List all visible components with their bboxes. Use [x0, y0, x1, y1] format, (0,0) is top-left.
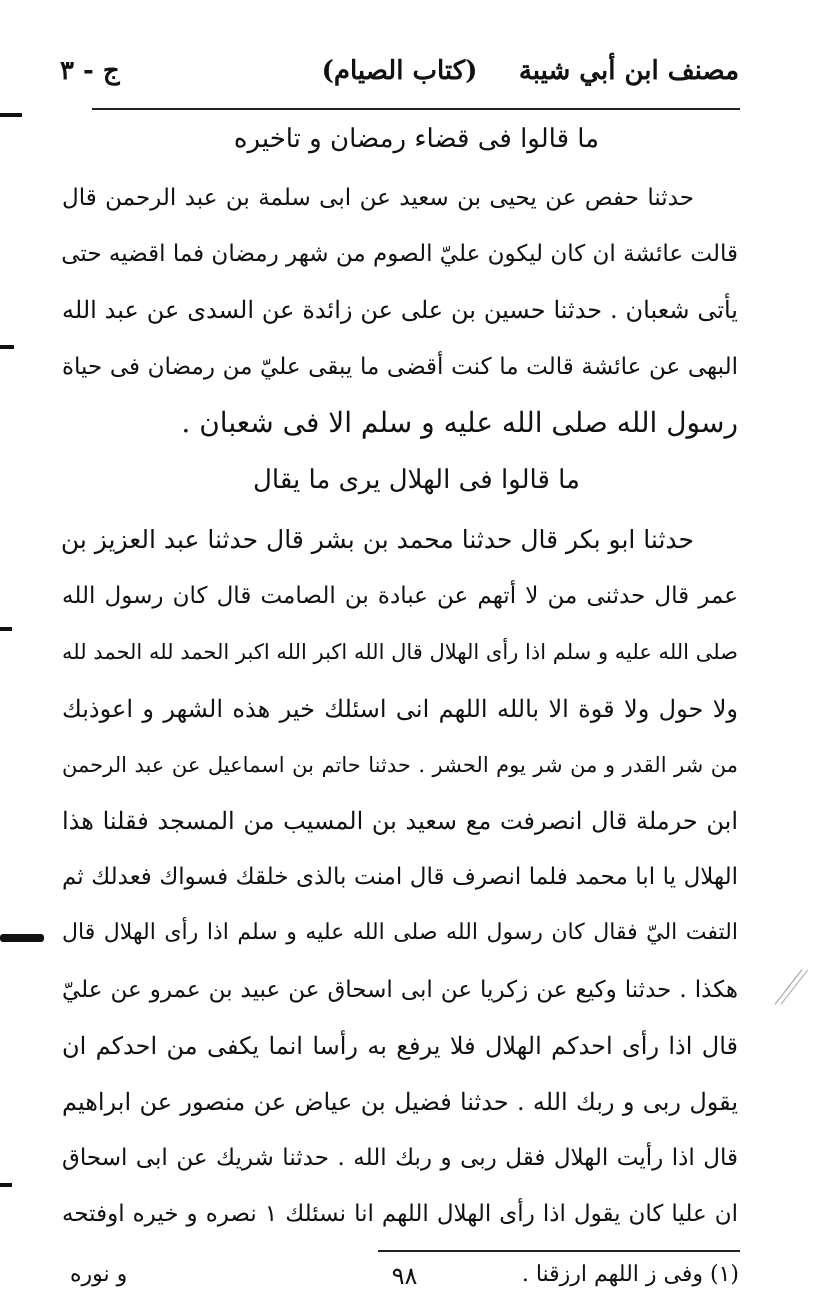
footnote: (١) وفى ز اللهم ارزقنا .	[521, 1262, 739, 1287]
text-line: الهلال يا ابا محمد فلما انصرف قال امنت بالذى خلقك فسواك فعدلك ثم	[62, 864, 738, 891]
page-footer	[70, 1262, 739, 1296]
chapter-title: (كتاب الصيام)	[321, 56, 478, 86]
text-line: حدثنا ابو بكر قال حدثنا محمد بن بشر قال حدثنا عبد العزيز بن	[60, 525, 694, 554]
text-line: عمر قال حدثنى من لا أتهم عن عبادة بن الصامت قال كان رسول الله	[62, 583, 738, 610]
text-line: هكذا . حدثنا وكيع عن زكريا عن ابى اسحاق عن عبيد بن عمرو عن عليّ	[62, 976, 738, 1003]
footnote-divider	[378, 1250, 740, 1252]
scan-scratch	[781, 969, 809, 1004]
text-line: ان عليا كان يقول اذا رأى الهلال اللهم انا نسئلك ١ نصره و خيره اوفتحه	[62, 1201, 738, 1228]
scan-mark	[0, 627, 12, 631]
section-heading-2: ما قالوا فى الهلال يرى ما يقال	[253, 465, 580, 495]
scan-mark	[0, 1183, 12, 1187]
text-line: من شر القدر و من شر يوم الحشر . حدثنا حاتم بن اسماعيل عن عبد الرحمن	[62, 752, 738, 777]
text-line: صلى الله عليه و سلم اذا رأى الهلال قال الله اكبر الله اكبر الحمد لله الحمد لله	[62, 640, 738, 665]
section-heading-1: ما قالوا فى قضاء رمضان و تاخيره	[233, 124, 600, 154]
scan-mark	[0, 113, 22, 117]
text-line: ابن حرملة قال انصرفت مع سعيد بن المسيب من المسجد فقلنا هذا	[62, 806, 738, 835]
text-line: حدثنا حفص عن يحيى بن سعيد عن ابى سلمة بن عبد الرحمن قال	[62, 185, 694, 211]
text-line: رسول الله صلى الله عليه و سلم الا فى شعبان .	[181, 405, 738, 439]
section-body-2	[62, 512, 738, 1242]
catchword: و نوره	[70, 1262, 128, 1287]
text-line: يأتى شعبان . حدثنا حسين بن على عن زائدة عن السدى عن عبد الله	[62, 296, 738, 325]
text-line: قال اذا رأى احدكم الهلال فلا يرفع به رأسا انما يكفى من احدكم ان	[62, 1031, 738, 1060]
text-line: التفت اليّ فقال كان رسول الله صلى الله عليه و سلم اذا رأى الهلال قال	[62, 920, 738, 946]
scan-scratch	[775, 969, 803, 1004]
running-header	[60, 56, 739, 100]
scan-mark	[0, 934, 44, 942]
book-title: مصنف ابن أبي شيبة	[518, 56, 739, 86]
scan-mark	[0, 345, 14, 349]
section-body-1	[62, 170, 738, 451]
text-line: قالت عائشة ان كان ليكون عليّ الصوم من شهر رمضان فما اقضيه حتى	[61, 241, 738, 268]
text-line: البهى عن عائشة قالت ما كنت أقضى ما يبقى عليّ من رمضان فى حياة	[62, 353, 738, 380]
page-number: ٩٨	[391, 1262, 418, 1290]
text-line: يقول ربى و ربك الله . حدثنا فضيل بن عياض عن منصور عن ابراهيم	[62, 1087, 738, 1116]
text-line: قال اذا رأيت الهلال فقل ربى و ربك الله . حدثنا شريك عن ابى اسحاق	[62, 1145, 738, 1172]
text-line: ولا حول ولا قوة الا بالله اللهم انى اسئلك خير هذه الشهر و اعوذبك	[62, 694, 738, 723]
header-divider	[92, 108, 740, 110]
volume-label: ج - ٣	[60, 56, 120, 86]
